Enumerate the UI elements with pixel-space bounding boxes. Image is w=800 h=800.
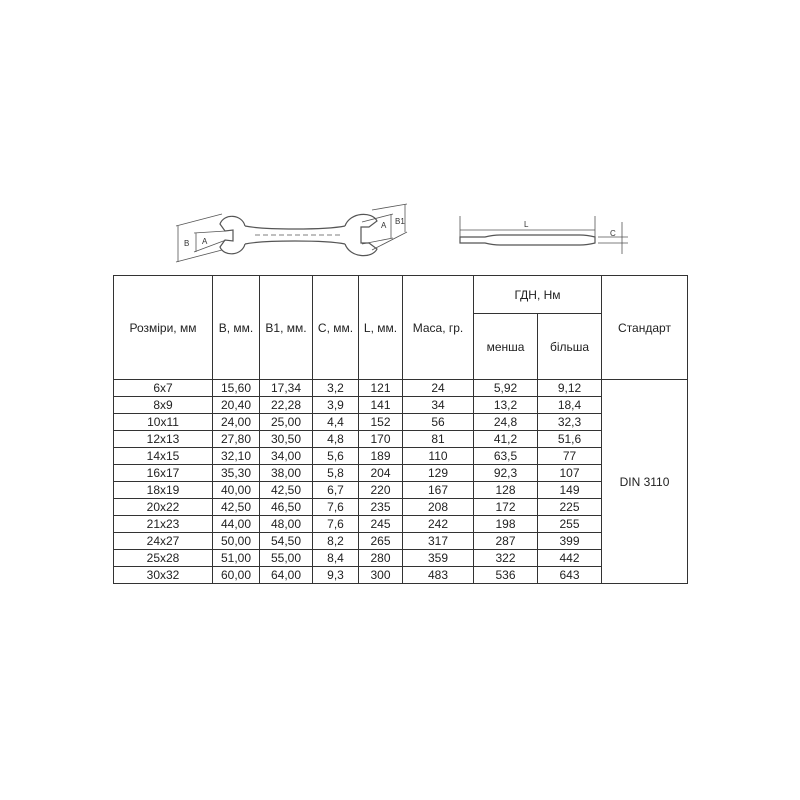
table-cell: 255: [538, 516, 602, 533]
table-cell: 32,10: [213, 448, 260, 465]
table-cell: 399: [538, 533, 602, 550]
table-cell: 643: [538, 567, 602, 584]
table-cell: 56: [403, 414, 474, 431]
wrench-top-view: [220, 214, 377, 255]
table-cell: 42,50: [260, 482, 313, 499]
table-cell: 141: [359, 397, 403, 414]
table-cell: 30,50: [260, 431, 313, 448]
table-cell: 12x13: [114, 431, 213, 448]
table-cell: 322: [474, 550, 538, 567]
table-row: [114, 499, 688, 516]
table-cell: 242: [403, 516, 474, 533]
table-cell: 167: [403, 482, 474, 499]
header-torque: ГДН, Нм: [474, 276, 602, 314]
table-row: [114, 567, 688, 584]
table-cell: 8x9: [114, 397, 213, 414]
specification-table: [113, 275, 688, 584]
table-cell: 18,4: [538, 397, 602, 414]
header-b1: B1, мм.: [260, 276, 313, 380]
table-cell: 110: [403, 448, 474, 465]
label-a-right: A: [381, 221, 387, 230]
table-cell: 42,50: [213, 499, 260, 516]
table-cell: 17,34: [260, 380, 313, 397]
table-cell: 50,00: [213, 533, 260, 550]
wrench-side-view: [460, 235, 595, 245]
table-cell: 3,9: [313, 397, 359, 414]
table-cell: 5,92: [474, 380, 538, 397]
table-cell: 107: [538, 465, 602, 482]
table-row: [114, 465, 688, 482]
header-torque-low: менша: [474, 314, 538, 380]
table-cell: 34: [403, 397, 474, 414]
table-cell: 44,00: [213, 516, 260, 533]
table-cell: 280: [359, 550, 403, 567]
table-cell: 34,00: [260, 448, 313, 465]
table-cell: 8,4: [313, 550, 359, 567]
header-size: Розміри, мм: [114, 276, 213, 380]
table-cell: 77: [538, 448, 602, 465]
table-cell: 442: [538, 550, 602, 567]
label-c: C: [610, 229, 616, 238]
table-cell: 22,28: [260, 397, 313, 414]
table-cell: 25,00: [260, 414, 313, 431]
table-cell: 317: [403, 533, 474, 550]
header-c: C, мм.: [313, 276, 359, 380]
table-row: [114, 550, 688, 567]
header-standard: Стандарт: [602, 276, 688, 380]
table-cell: 10x11: [114, 414, 213, 431]
table-cell: 128: [474, 482, 538, 499]
table-cell: 220: [359, 482, 403, 499]
table-cell: 20x22: [114, 499, 213, 516]
table-cell: 92,3: [474, 465, 538, 482]
table-cell: 8,2: [313, 533, 359, 550]
table-cell: 9,12: [538, 380, 602, 397]
table-cell: 287: [474, 533, 538, 550]
table-cell: 5,8: [313, 465, 359, 482]
table-cell: 6x7: [114, 380, 213, 397]
table-cell: 3,2: [313, 380, 359, 397]
table-cell: 129: [403, 465, 474, 482]
table-cell: 198: [474, 516, 538, 533]
table-cell: 30x32: [114, 567, 213, 584]
header-torque-high: більша: [538, 314, 602, 380]
table-row: [114, 431, 688, 448]
table-cell: 4,4: [313, 414, 359, 431]
table-cell: 48,00: [260, 516, 313, 533]
table-cell: 51,00: [213, 550, 260, 567]
standard-cell: DIN 3110: [602, 380, 688, 584]
table-cell: 25x28: [114, 550, 213, 567]
table-cell: 149: [538, 482, 602, 499]
table-cell: 225: [538, 499, 602, 516]
table-cell: 35,30: [213, 465, 260, 482]
table-cell: 7,6: [313, 499, 359, 516]
table-cell: 14x15: [114, 448, 213, 465]
table-cell: 24x27: [114, 533, 213, 550]
table-cell: 64,00: [260, 567, 313, 584]
table-cell: 265: [359, 533, 403, 550]
table-row: [114, 482, 688, 499]
table-row: [114, 516, 688, 533]
table-cell: 9,3: [313, 567, 359, 584]
table-row: [114, 380, 688, 397]
table-cell: 46,50: [260, 499, 313, 516]
table-body: [114, 380, 688, 584]
table-row: [114, 414, 688, 431]
table-cell: 55,00: [260, 550, 313, 567]
label-a-left: A: [202, 237, 208, 246]
table-row: [114, 533, 688, 550]
table-cell: 121: [359, 380, 403, 397]
table-cell: 4,8: [313, 431, 359, 448]
table-cell: 359: [403, 550, 474, 567]
table-cell: 60,00: [213, 567, 260, 584]
label-b: B: [184, 239, 190, 248]
table-cell: 170: [359, 431, 403, 448]
table-cell: 152: [359, 414, 403, 431]
table-cell: 38,00: [260, 465, 313, 482]
header-b: B, мм.: [213, 276, 260, 380]
table-cell: 7,6: [313, 516, 359, 533]
header-l: L, мм.: [359, 276, 403, 380]
table-cell: 20,40: [213, 397, 260, 414]
table-row: [114, 448, 688, 465]
table-cell: 27,80: [213, 431, 260, 448]
table-cell: 21x23: [114, 516, 213, 533]
table-cell: 16x17: [114, 465, 213, 482]
table-cell: 40,00: [213, 482, 260, 499]
header-mass: Маса, гр.: [403, 276, 474, 380]
table-row: [114, 397, 688, 414]
table-cell: 32,3: [538, 414, 602, 431]
table-cell: 15,60: [213, 380, 260, 397]
table-cell: 24: [403, 380, 474, 397]
table-cell: 189: [359, 448, 403, 465]
table-cell: 208: [403, 499, 474, 516]
table-cell: 172: [474, 499, 538, 516]
table-cell: 13,2: [474, 397, 538, 414]
table-cell: 235: [359, 499, 403, 516]
table-cell: 54,50: [260, 533, 313, 550]
table-cell: 6,7: [313, 482, 359, 499]
table-cell: 300: [359, 567, 403, 584]
table-cell: 536: [474, 567, 538, 584]
table-cell: 5,6: [313, 448, 359, 465]
table-cell: 24,00: [213, 414, 260, 431]
table-cell: 24,8: [474, 414, 538, 431]
table-cell: 41,2: [474, 431, 538, 448]
label-b1: B1: [395, 217, 405, 226]
table-cell: 81: [403, 431, 474, 448]
table-cell: 63,5: [474, 448, 538, 465]
label-l: L: [524, 220, 529, 229]
table-cell: 483: [403, 567, 474, 584]
table-cell: 245: [359, 516, 403, 533]
table-cell: 51,6: [538, 431, 602, 448]
table-cell: 204: [359, 465, 403, 482]
table-cell: 18x19: [114, 482, 213, 499]
